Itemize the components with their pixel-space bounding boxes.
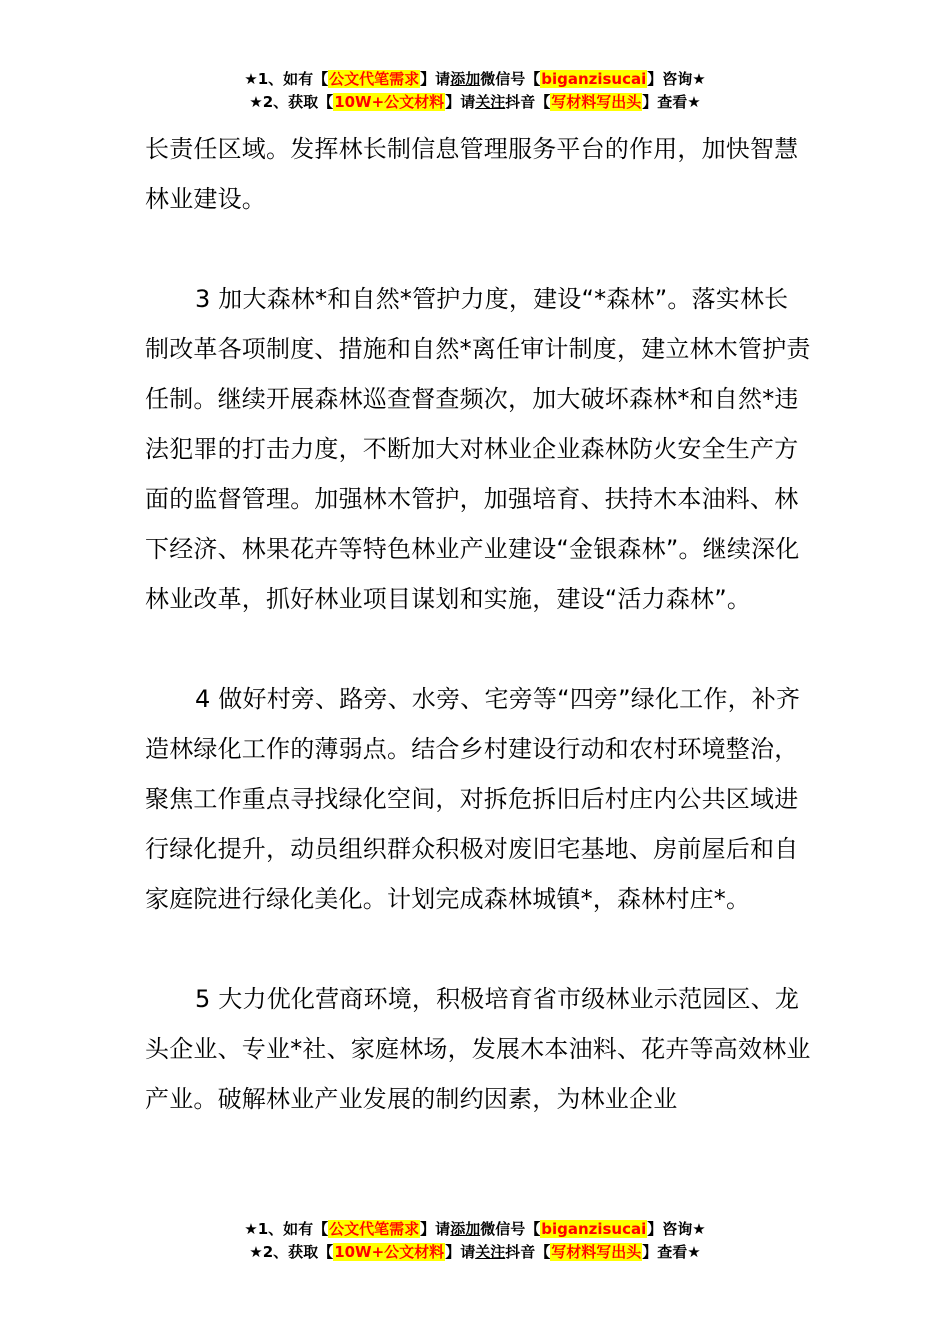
- banner-text: ★1、如有【: [244, 1220, 329, 1238]
- banner-text: 】查看★: [642, 93, 701, 111]
- paragraph-item-4: 4 做好村旁、路旁、水旁、宅旁等“四旁”绿化工作，补齐造林绿化工作的薄弱点。结合乡村建设行动和农村环境整治，聚焦工作重点寻找绿化空间，对拆危拆旧后村庄内公共区域进行绿化提升，动员组织群众积极对废旧宅基地、房前屋后和自家庭院进行绿化美化。计划完成森林城镇*，森林村庄*。: [145, 685, 801, 913]
- highlight-materials: 10W+公文材料: [334, 93, 445, 111]
- highlight-ghostwriting: 公文代笔需求: [329, 70, 420, 88]
- header-banner: [0, 68, 950, 114]
- paragraph-item-3: 3 加大森林*和自然*管护力度，建设“*森林”。落实林长制改革各项制度、措施和自然*离任审计制度，建立林木管护责任制。继续开展森林巡查督查频次，加大破坏森林*和自然*违法犯罪的打击力度，不断加大对林业企业森林防火安全生产方面的监督管理。加强林木管护，加强培育、扶持木本油料、林下经济、林果花卉等特色林业产业建设“金银森林”。继续深化林业改革，抓好林业项目谋划和实施，建设“活力森林”。: [145, 285, 811, 613]
- underlined-add: 添加: [450, 70, 481, 88]
- underlined-add: 添加: [450, 1220, 481, 1238]
- banner-text: 微信号【: [480, 70, 541, 88]
- banner-text: 】请: [420, 1220, 451, 1238]
- banner-text: ★2、获取【: [249, 93, 334, 111]
- highlight-wechat-id: biganzisucai: [541, 1220, 647, 1238]
- banner-line-1: [0, 1218, 950, 1241]
- paragraph-gap: [145, 224, 811, 274]
- highlight-ghostwriting: 公文代笔需求: [329, 1220, 420, 1238]
- underlined-follow: 关注: [475, 1243, 506, 1261]
- document-body: [145, 124, 811, 1124]
- paragraph-item-5: 5 大力优化营商环境，积极培育省市级林业示范园区、龙头企业、专业*社、家庭林场，发展木本油料、花卉等高效林业产业。破解林业产业发展的制约因素，为林业企业: [145, 985, 811, 1113]
- banner-line-1: [0, 68, 950, 91]
- banner-text: 抖音【: [505, 93, 551, 111]
- banner-text: ★2、获取【: [249, 1243, 334, 1261]
- banner-text: 】咨询★: [647, 70, 706, 88]
- highlight-materials: 10W+公文材料: [334, 1243, 445, 1261]
- banner-line-2: [0, 1241, 950, 1264]
- banner-text: 】请: [445, 1243, 476, 1261]
- underlined-follow: 关注: [475, 93, 506, 111]
- banner-text: 抖音【: [505, 1243, 551, 1261]
- paragraph-gap: [145, 924, 811, 974]
- highlight-douyin-account: 写材料写出头: [551, 1243, 642, 1261]
- highlight-douyin-account: 写材料写出头: [551, 93, 642, 111]
- banner-text: 】请: [420, 70, 451, 88]
- highlight-wechat-id: biganzisucai: [541, 70, 647, 88]
- paragraph-continued: 长责任区域。发挥林长制信息管理服务平台的作用，加快智慧林业建设。: [145, 135, 799, 213]
- banner-text: 】请: [445, 93, 476, 111]
- banner-text: 】查看★: [642, 1243, 701, 1261]
- banner-text: 】咨询★: [647, 1220, 706, 1238]
- banner-text: ★1、如有【: [244, 70, 329, 88]
- banner-text: 微信号【: [480, 1220, 541, 1238]
- footer-banner: [0, 1218, 950, 1264]
- paragraph-gap: [145, 624, 811, 674]
- banner-line-2: [0, 91, 950, 114]
